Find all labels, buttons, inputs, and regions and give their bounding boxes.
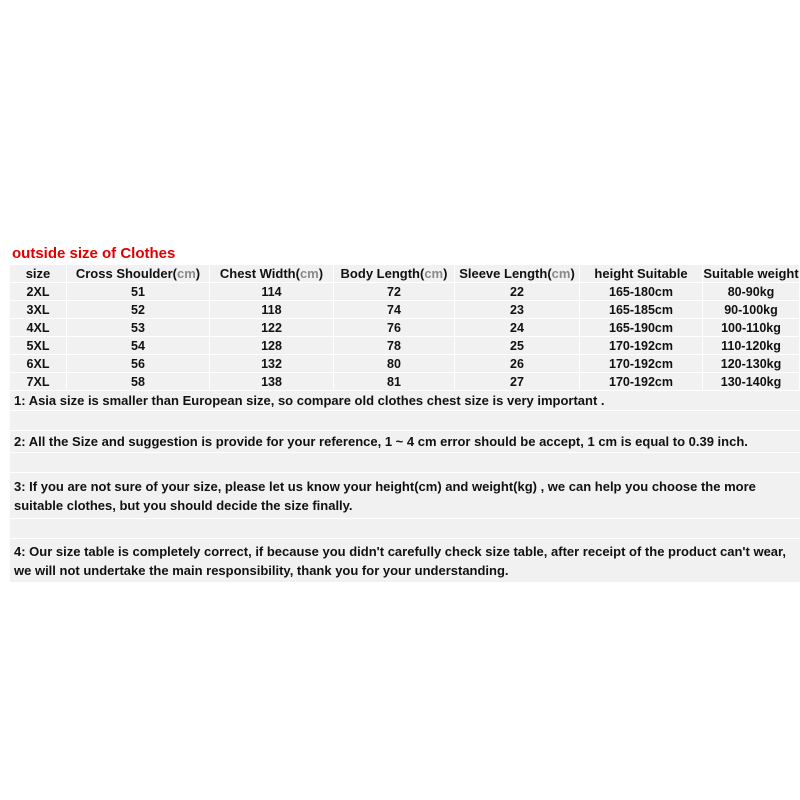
header-suitable-weight: Suitable weight: [703, 266, 799, 281]
header-sleeve-length-label: Sleeve Length(: [459, 266, 552, 281]
header-unit: cm: [551, 266, 571, 281]
note-2: [10, 431, 800, 453]
note-4: [10, 539, 800, 583]
cell-chest-width: 138: [210, 373, 334, 391]
header-close: ): [195, 266, 201, 281]
cell-height-suitable: 165-180cm: [580, 283, 703, 301]
note-spacer: [10, 519, 800, 539]
cell-height-suitable: 170-192cm: [580, 337, 703, 355]
cell-chest-width: 114: [210, 283, 334, 301]
cell-sleeve-length: 23: [455, 301, 580, 319]
cell-sleeve-length: 22: [455, 283, 580, 301]
cell-body-length: 72: [334, 283, 455, 301]
cell-suitable-weight: 130-140kg: [703, 373, 800, 391]
note-3: [10, 473, 800, 519]
note-4-text: 4: Our size table is completely correct, if because you didn't carefully check size table, after receipt of the product can't wear, we will not undertake the main responsibility, thank you for your understanding.: [14, 543, 786, 578]
cell-size: 4XL: [10, 319, 67, 337]
cell-sleeve-length: 26: [455, 355, 580, 373]
cell-chest-width: 128: [210, 337, 334, 355]
header-sleeve-length: [455, 265, 580, 283]
cell-height-suitable: 165-190cm: [580, 319, 703, 337]
cell-sleeve-length: 25: [455, 337, 580, 355]
header-cross-shoulder: [67, 265, 210, 283]
header-body-length: [334, 265, 455, 283]
header-unit: cm: [299, 266, 319, 281]
header-body-length-label: Body Length(: [340, 266, 425, 281]
cell-body-length: 78: [334, 337, 455, 355]
cell-height-suitable: 165-185cm: [580, 301, 703, 319]
cell-cross-shoulder: 52: [67, 301, 210, 319]
cell-sleeve-length: 24: [455, 319, 580, 337]
cell-suitable-weight: 90-100kg: [703, 301, 800, 319]
chart-title: outside size of Clothes: [12, 245, 176, 262]
cell-size: 7XL: [10, 373, 67, 391]
cell-suitable-weight: 100-110kg: [703, 319, 800, 337]
cell-suitable-weight: 80-90kg: [703, 283, 800, 301]
cell-body-length: 74: [334, 301, 455, 319]
header-cross-shoulder-label: Cross Shoulder(: [75, 266, 177, 281]
cell-height-suitable: 170-192cm: [580, 355, 703, 373]
cell-body-length: 76: [334, 319, 455, 337]
note-1-text: 1: Asia size is smaller than European size, so compare old clothes chest size is very important .: [14, 393, 605, 408]
cell-chest-width: 132: [210, 355, 334, 373]
cell-suitable-weight: 110-120kg: [703, 337, 800, 355]
cell-chest-width: 122: [210, 319, 334, 337]
header-unit: cm: [424, 266, 444, 281]
note-1: [10, 391, 800, 411]
cell-height-suitable: 170-192cm: [580, 373, 703, 391]
cell-sleeve-length: 27: [455, 373, 580, 391]
header-unit: cm: [176, 266, 196, 281]
size-table: [10, 265, 800, 391]
cell-body-length: 80: [334, 355, 455, 373]
cell-size: 6XL: [10, 355, 67, 373]
size-chart: [10, 243, 800, 583]
header-size: size: [10, 265, 67, 283]
cell-body-length: 81: [334, 373, 455, 391]
note-3-text: 3: If you are not sure of your size, please let us know your height(cm) and weight(kg) , we can help you choose the more suitable clothes, but you should decide the size finally.: [14, 478, 756, 513]
cell-size: 5XL: [10, 337, 67, 355]
header-close: ): [570, 266, 575, 281]
header-chest-width-label: Chest Width(: [219, 266, 300, 281]
cell-size: 2XL: [10, 283, 67, 301]
note-spacer: [10, 453, 800, 473]
cell-cross-shoulder: 54: [67, 337, 210, 355]
note-2-text: 2: All the Size and suggestion is provide for your reference, 1 ~ 4 cm error should be accept, 1 cm is equal to 0.39 inch.: [14, 434, 748, 449]
header-height-suitable: height Suitable: [580, 265, 703, 283]
cell-size: 3XL: [10, 301, 67, 319]
header-close: ): [443, 266, 448, 281]
cell-cross-shoulder: 53: [67, 319, 210, 337]
cell-cross-shoulder: 58: [67, 373, 210, 391]
cell-suitable-weight: 120-130kg: [703, 355, 800, 373]
header-close: ): [318, 266, 324, 281]
cell-cross-shoulder: 51: [67, 283, 210, 301]
note-spacer: [10, 411, 800, 431]
header-chest-width: [210, 265, 334, 283]
cell-cross-shoulder: 56: [67, 355, 210, 373]
cell-chest-width: 118: [210, 301, 334, 319]
